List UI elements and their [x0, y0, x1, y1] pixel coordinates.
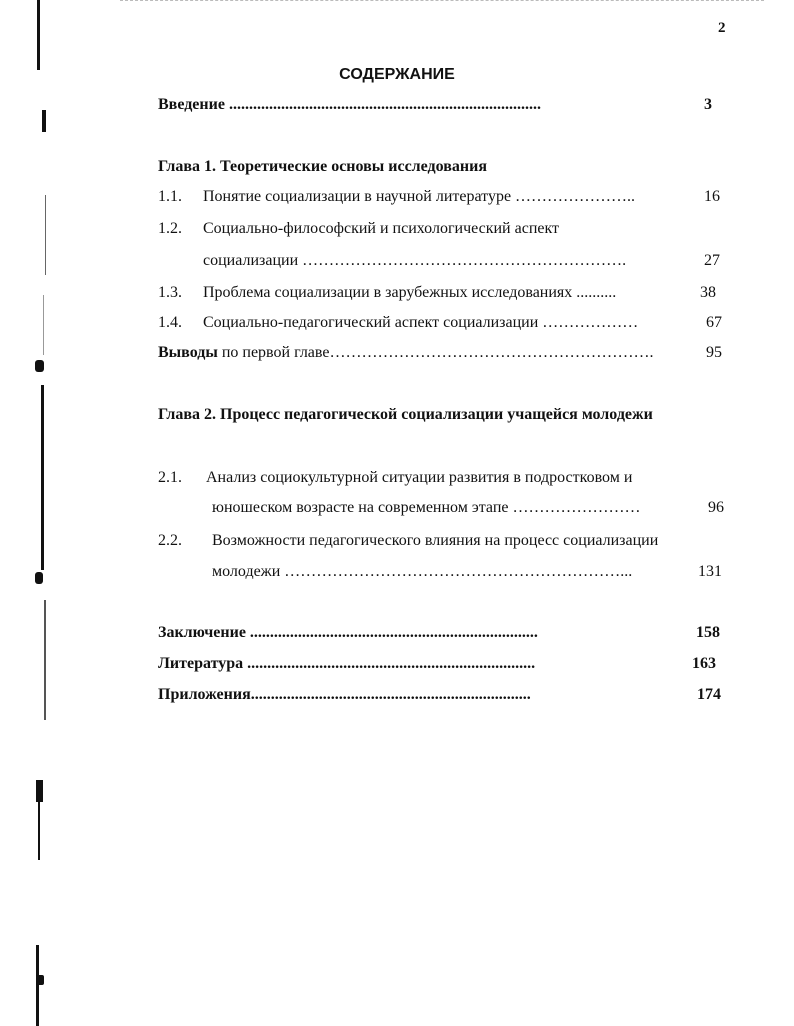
scan-edge-mark: [36, 780, 43, 802]
entry-leader-dots: …………………………………………………….: [298, 252, 627, 269]
entry-page: 16: [704, 188, 720, 205]
entry-page: 67: [706, 314, 722, 331]
scan-edge-mark: [43, 295, 44, 355]
entry-label-continuation: молодежи: [212, 563, 281, 580]
entry-label: Заключение: [158, 624, 246, 641]
entry-leader-dots: ..............................................................................: [224, 96, 541, 113]
toc-entry-1-3: [158, 284, 616, 302]
entry-leader-dots: ………………………………………………………...: [280, 563, 633, 580]
page-number: 2: [718, 20, 726, 36]
entry-label: Приложения: [158, 686, 251, 703]
entry-label: Социально-философский и психологический аспект: [203, 220, 560, 237]
entry-label: по первой главе: [217, 344, 330, 361]
scan-edge-mark: [36, 975, 44, 985]
toc-entry-conclusion: [158, 624, 538, 642]
entry-leader-dots: ......................................................................: [250, 686, 531, 703]
entry-leader-dots: …………………………………………………….: [329, 344, 654, 361]
toc-entry-literature: [158, 655, 535, 673]
entry-page: 131: [698, 563, 722, 580]
toc-entry-1-2-continuation: [203, 252, 626, 270]
entry-leader-dots: ........................................................................: [243, 655, 536, 672]
entry-label-continuation: социализации: [203, 252, 299, 269]
entry-page: 3: [704, 96, 712, 113]
entry-page: 158: [696, 624, 720, 641]
entry-label: Введение: [158, 96, 225, 113]
entry-page: 163: [692, 655, 716, 672]
entry-label: Возможности педагогического влияния на процесс социализации: [212, 532, 659, 549]
toc-entry-2-2: [158, 532, 658, 550]
entry-page: 96: [708, 499, 724, 516]
entry-page: 174: [697, 686, 721, 703]
entry-number: 1.4.: [158, 314, 182, 331]
scan-border-line: [120, 0, 764, 1]
entry-number: 1.3.: [158, 284, 182, 301]
entry-number: 1.2.: [158, 220, 182, 237]
entry-label-continuation: юношеском возрасте на современном этапе: [212, 499, 509, 516]
toc-heading: СОДЕРЖАНИЕ: [339, 66, 455, 83]
scan-edge-mark: [35, 572, 43, 584]
entry-number: 2.2.: [158, 532, 182, 549]
scan-edge-mark: [44, 600, 46, 720]
toc-entry-appendix: [158, 686, 531, 704]
entry-leader-dots: ..........: [572, 284, 617, 301]
scan-edge-mark: [42, 110, 46, 132]
entry-page: 38: [700, 284, 716, 301]
entry-label: Проблема социализации в зарубежных исследованиях: [203, 284, 573, 301]
toc-entry-intro: [158, 96, 541, 114]
toc-entry-chapter1-conclusions: [158, 344, 653, 362]
entry-number: 1.1.: [158, 188, 182, 205]
scan-edge-mark: [41, 385, 44, 570]
chapter2-title: Глава 2. Процесс педагогической социализации учащейся молодежи: [158, 406, 653, 423]
entry-page: 27: [704, 252, 720, 269]
scan-edge-mark: [45, 195, 46, 275]
toc-entry-2-2-continuation: [212, 563, 632, 581]
scan-edge-mark: [35, 360, 44, 372]
entry-page: 95: [706, 344, 722, 361]
toc-entry-2-1: [158, 469, 632, 487]
toc-entry-1-2: [158, 220, 559, 238]
toc-entry-2-1-continuation: [212, 499, 640, 517]
scan-edge-mark: [38, 800, 40, 860]
toc-entry-1-1: [158, 188, 635, 206]
entry-label: Литература: [158, 655, 244, 672]
entry-label: Понятие социализации в научной литературе: [203, 188, 512, 205]
entry-label: Анализ социокультурной ситуации развития в подростковом и: [206, 469, 633, 486]
entry-leader-dots: ………………: [538, 314, 639, 331]
entry-number: 2.1.: [158, 469, 182, 486]
entry-leader-dots: …………………..: [511, 188, 636, 205]
chapter1-title: Глава 1. Теоретические основы исследования: [158, 158, 487, 175]
scan-edge-mark: [36, 945, 39, 1026]
entry-leader-dots: ……………………: [508, 499, 641, 516]
scan-edge-mark: [37, 0, 40, 70]
entry-leader-dots: ........................................................................: [245, 624, 538, 641]
entry-label-bold: Выводы: [158, 344, 218, 361]
toc-entry-1-4: [158, 314, 638, 332]
entry-label: Социально-педагогический аспект социализации: [203, 314, 539, 331]
